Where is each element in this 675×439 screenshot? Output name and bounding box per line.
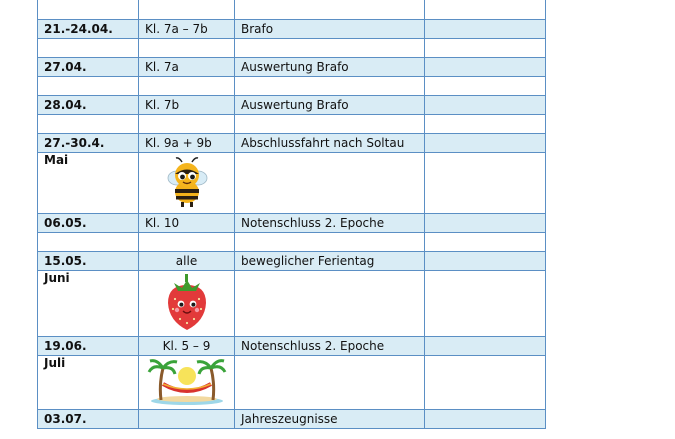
row-class: alle (139, 252, 235, 271)
table-row (38, 58, 546, 77)
row-date: 03.07. (38, 410, 139, 429)
row-date: 15.05. (38, 252, 139, 271)
month-row-may (38, 153, 546, 214)
row-date: 19.06. (38, 337, 139, 356)
row-date: 27.-30.4. (38, 134, 139, 153)
table-row (38, 20, 546, 39)
row-event: Jahreszeugnisse (235, 410, 425, 429)
schedule-table (37, 0, 546, 429)
row-extra (425, 134, 546, 153)
row-event: Auswertung Brafo (235, 96, 425, 115)
month-row-july (38, 356, 546, 410)
row-class: Kl. 7a – 7b (139, 20, 235, 39)
row-class: Kl. 7b (139, 96, 235, 115)
row-extra (425, 252, 546, 271)
row-class: Kl. 5 – 9 (139, 337, 235, 356)
row-date: 06.05. (38, 214, 139, 233)
row-class: Kl. 10 (139, 214, 235, 233)
palm-hammock-icon (147, 356, 227, 406)
table-row (38, 252, 546, 271)
row-extra (425, 337, 546, 356)
row-event: Abschlussfahrt nach Soltau (235, 134, 425, 153)
table-row (38, 39, 546, 58)
row-extra (425, 20, 546, 39)
row-date: 27.04. (38, 58, 139, 77)
row-event: beweglicher Ferientag (235, 252, 425, 271)
row-extra (425, 96, 546, 115)
row-class: Kl. 7a (139, 58, 235, 77)
table-row (38, 410, 546, 429)
bee-icon (164, 156, 210, 208)
row-event: Brafo (235, 20, 425, 39)
strawberry-icon (160, 271, 214, 333)
month-row-june (38, 271, 546, 337)
row-extra (425, 58, 546, 77)
month-label-june: Juni (38, 271, 139, 337)
month-label-july: Juli (38, 356, 139, 410)
row-extra (425, 410, 546, 429)
row-date: 28.04. (38, 96, 139, 115)
row-class (139, 410, 235, 429)
table-row (38, 233, 546, 252)
table-row (38, 0, 546, 20)
table-row (38, 337, 546, 356)
row-event: Notenschluss 2. Epoche (235, 337, 425, 356)
row-event: Auswertung Brafo (235, 58, 425, 77)
table-row (38, 134, 546, 153)
month-label-may: Mai (38, 153, 139, 214)
table-row (38, 96, 546, 115)
table-row (38, 214, 546, 233)
row-extra (425, 214, 546, 233)
table-row (38, 77, 546, 96)
row-date: 21.-24.04. (38, 20, 139, 39)
row-event: Notenschluss 2. Epoche (235, 214, 425, 233)
row-class: Kl. 9a + 9b (139, 134, 235, 153)
table-row (38, 115, 546, 134)
